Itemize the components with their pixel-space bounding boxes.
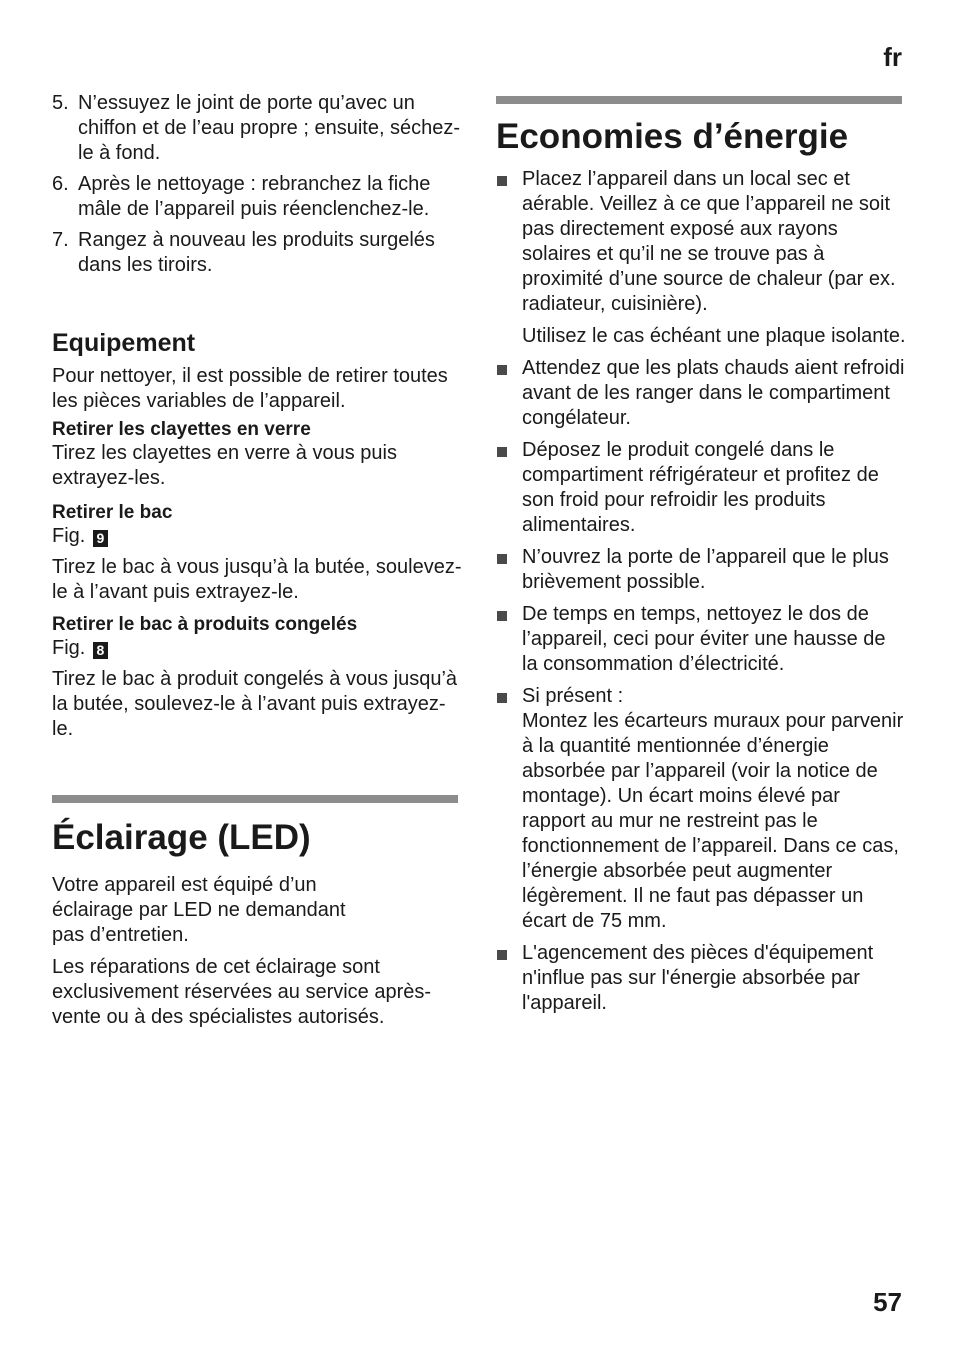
list-item <box>496 438 906 538</box>
fig-number-badge: 9 <box>93 530 108 547</box>
list-item <box>496 167 906 349</box>
equipement-heading: Equipement <box>52 329 196 357</box>
bullet-text: L'agencement des pièces d'équipement n'influe pas sur l'énergie absorbée par l'appareil. <box>522 942 874 1014</box>
bullet-note: Utilisez le cas échéant une plaque isolante. <box>522 325 906 347</box>
step-number: 7. <box>52 229 69 251</box>
energy-heading: Economies d’énergie <box>496 117 849 156</box>
list-item <box>496 602 906 677</box>
freezer-drawer-fig-ref <box>52 636 462 661</box>
eclairage-section <box>52 795 458 1030</box>
equipement-intro: Pour nettoyer, il est possible de retirer toutes les pièces variables de l’appareil. <box>52 365 448 412</box>
drawer-text: Tirez le bac à vous jusqu’à la butée, soulevez-le à l’avant puis extrayez-le. <box>52 556 462 603</box>
equipement-section <box>52 331 462 742</box>
eclairage-paragraph-1: Votre appareil est équipé d’un éclairage par LED ne demandant pas d’entretien. <box>52 874 346 946</box>
bullet-text: Placez l’appareil dans un local sec et aérable. Veillez à ce que l’appareil ne soit pas directement exposé aux rayons solaires et qu’il ne se trouve pas à proximité d’une source de chaleur (par ex. radiateur, cuisinière). <box>522 168 896 315</box>
bullet-square-icon <box>497 176 507 186</box>
bullet-text: Si présent : <box>522 685 624 707</box>
step-number: 6. <box>52 173 69 195</box>
drawer-fig-ref <box>52 524 462 549</box>
freezer-drawer-heading: Retirer le bac à produits congelés <box>52 614 358 635</box>
glass-shelves-heading: Retirer les clayettes en verre <box>52 419 311 440</box>
step-text: Rangez à nouveau les produits surgelés dans les tiroirs. <box>78 229 435 276</box>
bullet-text: N’ouvrez la porte de l’appareil que le plus brièvement possible. <box>522 546 889 593</box>
bullet-square-icon <box>497 611 507 621</box>
freezer-drawer-text: Tirez le bac à produit congelés à vous jusqu’à la butée, soulevez-le à l’avant puis extrayez-le. <box>52 668 458 740</box>
fig-number-badge: 8 <box>93 642 108 659</box>
step-number: 5. <box>52 92 69 114</box>
step-text: N’essuyez le joint de porte qu’avec un chiffon et de l’eau propre ; ensuite, séchez-le à fond. <box>78 92 461 164</box>
step-text: Après le nettoyage : rebranchez la fiche mâle de l’appareil puis réenclenchez-le. <box>78 173 431 220</box>
glass-shelves-text: Tirez les clayettes en verre à vous puis extrayez-les. <box>52 442 397 489</box>
list-item <box>496 941 906 1016</box>
bullet-text: Déposez le produit congelé dans le compartiment réfrigérateur et profitez de son froid pour refroidir les produits alimentaires. <box>522 439 879 536</box>
drawer-heading: Retirer le bac <box>52 502 173 523</box>
list-item <box>496 356 906 431</box>
bullet-square-icon <box>497 554 507 564</box>
step-item <box>52 228 462 278</box>
eclairage-heading: Éclairage (LED) <box>52 818 311 857</box>
step-item <box>52 91 462 166</box>
bullet-square-icon <box>497 365 507 375</box>
bullet-detail: Montez les écarteurs muraux pour parvenir à la quantité mentionnée d’énergie absorbée par l’appareil (voir la notice de montage). Un écart moins élevé par rapport au mur ne restreint pas le fonctionnement de l’appareil. Dans ce cas, l’énergie absorbée peut augmenter légèrement. Il ne faut pas dépasser un écart de 75 mm. <box>522 710 904 932</box>
energy-section <box>496 96 902 158</box>
bullet-text: Attendez que les plats chauds aient refroidi avant de les ranger dans le compartiment congélateur. <box>522 357 905 429</box>
list-item <box>496 545 906 595</box>
page-number: 57 <box>873 1287 902 1317</box>
bullet-square-icon <box>497 950 507 960</box>
cleaning-steps-list <box>52 91 462 284</box>
bullet-text: De temps en temps, nettoyez le dos de l’appareil, ceci pour éviter une hausse de la consommation d’électricité. <box>522 603 886 675</box>
energy-bullet-list <box>496 167 906 1016</box>
section-divider <box>52 795 458 803</box>
step-item <box>52 172 462 222</box>
section-divider <box>496 96 902 104</box>
list-item <box>496 684 906 934</box>
fig-label: Fig. <box>52 525 86 547</box>
fig-label: Fig. <box>52 637 86 659</box>
eclairage-paragraph-2: Les réparations de cet éclairage sont exclusivement réservées au service après-vente ou à des spécialistes autorisés. <box>52 956 432 1028</box>
bullet-square-icon <box>497 447 507 457</box>
bullet-square-icon <box>497 693 507 703</box>
language-label: fr <box>883 42 902 72</box>
